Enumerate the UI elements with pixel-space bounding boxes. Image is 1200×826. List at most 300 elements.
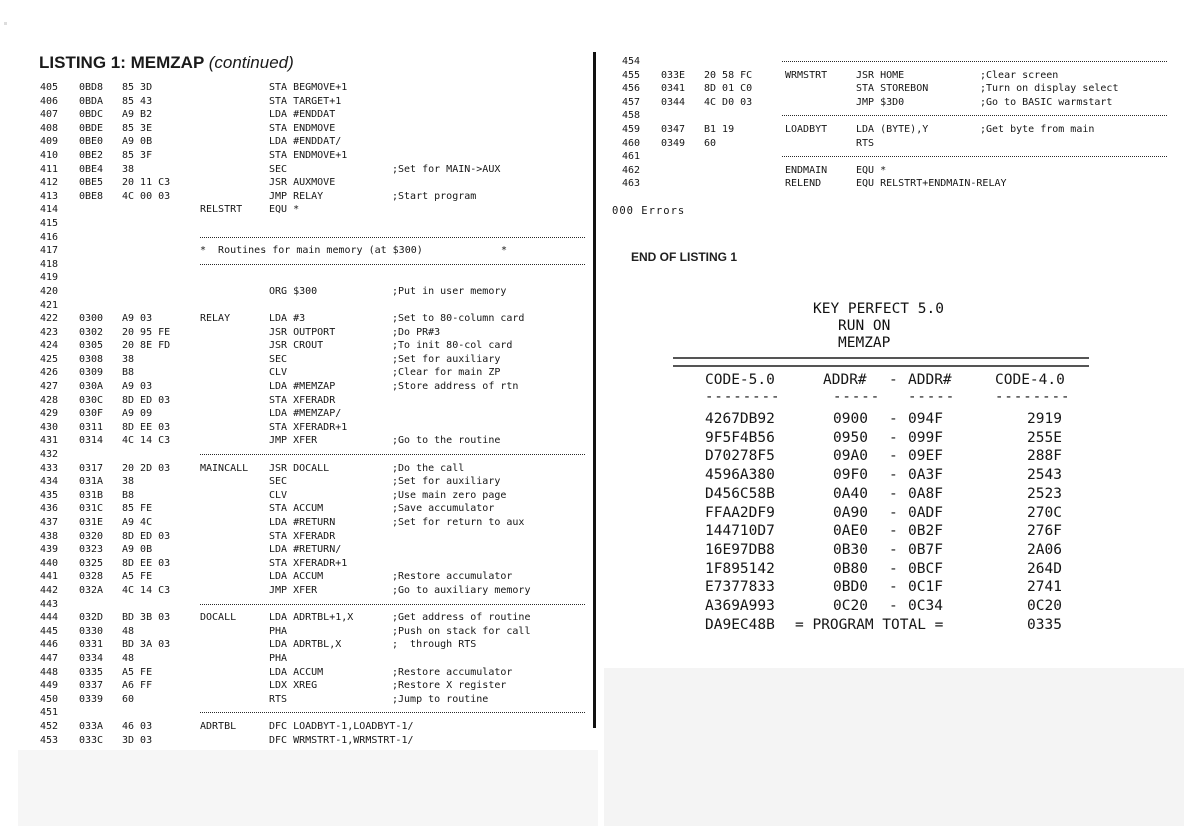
line-number: 463 xyxy=(622,178,641,190)
line-number: 406 xyxy=(40,95,59,107)
address: 0328 xyxy=(79,571,104,583)
object-bytes: 85 3E xyxy=(122,122,153,134)
code-line xyxy=(40,394,585,408)
line-number: 442 xyxy=(40,584,59,596)
comment: ;Restore accumulator xyxy=(392,666,513,678)
separator-rule xyxy=(200,237,585,238)
instruction: JSR DOCALL xyxy=(269,462,330,474)
address: 030F xyxy=(79,408,104,420)
line-number: 415 xyxy=(40,217,59,229)
address-from: 0950 xyxy=(833,429,868,446)
key-perfect-title: KEY PERFECT 5.0 xyxy=(813,301,944,317)
comment: ;Get address of routine xyxy=(392,612,531,624)
label: RELEND xyxy=(785,178,822,190)
address: 030C xyxy=(79,394,104,406)
range-dash: - xyxy=(889,448,898,465)
line-number: 458 xyxy=(622,110,641,122)
object-bytes: 48 xyxy=(122,652,135,664)
key-perfect-row xyxy=(0,523,1200,543)
object-bytes: A9 03 xyxy=(122,313,153,325)
range-dash: - xyxy=(889,467,898,484)
address: 0314 xyxy=(79,435,104,447)
comment: ;Set to 80-column card xyxy=(392,313,525,325)
instruction: SEC xyxy=(269,353,288,365)
address: 0300 xyxy=(79,313,104,325)
comment: ;Turn on display select xyxy=(980,83,1119,95)
range-dash: - xyxy=(889,504,898,521)
range-dash: - xyxy=(889,411,898,427)
instruction: JMP XFER xyxy=(269,584,318,596)
comment: ;Get byte from main xyxy=(980,123,1095,135)
range-dash: - xyxy=(889,598,898,614)
instruction: LDA #RETURN/ xyxy=(269,544,342,556)
address: 0339 xyxy=(79,693,104,705)
address: 0BDA xyxy=(79,95,104,107)
code-line xyxy=(40,380,585,394)
address-to: 094F xyxy=(908,411,943,427)
code-line xyxy=(40,203,585,217)
instruction: RTS xyxy=(856,137,875,149)
instruction: PHA xyxy=(269,652,288,664)
comment: ;Set for return to aux xyxy=(392,517,525,528)
object-bytes: A9 B2 xyxy=(122,109,153,121)
code-line xyxy=(40,353,585,367)
total-label: = PROGRAM TOTAL = xyxy=(795,616,944,633)
instruction: LDA #ENDDAT/ xyxy=(269,136,342,148)
label: RELSTRT xyxy=(200,204,243,216)
line-number: 459 xyxy=(622,123,641,135)
line-number: 446 xyxy=(40,639,59,651)
line-number: 456 xyxy=(622,83,641,95)
instruction: LDA ADRTBL,X xyxy=(269,639,342,651)
address-from: 0C20 xyxy=(833,598,868,614)
line-number: 462 xyxy=(622,164,641,176)
line-number: 452 xyxy=(40,720,59,732)
instruction: JMP XFER xyxy=(269,435,318,447)
address-to: 0A3F xyxy=(908,467,943,484)
instruction: LDA #3 xyxy=(269,313,306,325)
code-line xyxy=(40,720,585,734)
code-line xyxy=(622,109,1182,123)
instruction: JSR AUXMOVE xyxy=(269,177,336,189)
code-line xyxy=(40,122,585,136)
checksum-code4: 2A06 xyxy=(1027,541,1062,558)
comment: ;Restore X register xyxy=(392,680,507,692)
line-number: 445 xyxy=(40,625,59,637)
line-number: 411 xyxy=(40,163,59,175)
code-line xyxy=(622,82,1182,96)
instruction: LDA ACCUM xyxy=(269,571,324,583)
code-line xyxy=(40,108,585,122)
code-line xyxy=(40,149,585,163)
address: 0BD8 xyxy=(79,82,104,93)
code-line xyxy=(622,123,1182,137)
instruction: STA TARGET+1 xyxy=(269,95,342,107)
address-from: 09F0 xyxy=(833,467,868,484)
comment: ;Jump to routine xyxy=(392,693,489,705)
key-perfect-row xyxy=(0,561,1200,581)
checksum-code4: 2919 xyxy=(1027,411,1062,427)
total-code4: 0335 xyxy=(1027,616,1062,633)
header-dash: - xyxy=(889,372,898,388)
address: 0347 xyxy=(661,123,686,135)
instruction: STA ACCUM xyxy=(269,503,324,515)
comment: ;To init 80-col card xyxy=(392,340,513,352)
key-perfect-total-row xyxy=(0,617,1200,637)
key-perfect-row xyxy=(0,598,1200,618)
address: 033C xyxy=(79,734,104,746)
instruction: SEC xyxy=(269,163,288,175)
object-bytes: 8D ED 03 xyxy=(122,394,171,406)
checksum-code5: 9F5F4B56 xyxy=(705,429,775,446)
comment: ;Push on stack for call xyxy=(392,625,531,637)
object-bytes: A9 0B xyxy=(122,544,153,556)
header-addr-to: ADDR# xyxy=(908,372,952,388)
address-to: 0A8F xyxy=(908,485,943,502)
scan-speck xyxy=(4,22,7,25)
instruction: EQU * xyxy=(269,204,300,216)
line-number: 425 xyxy=(40,353,59,365)
object-bytes: 85 3F xyxy=(122,149,153,161)
label: RELAY xyxy=(200,313,231,325)
address: 0337 xyxy=(79,680,104,692)
dash-code4: -------- xyxy=(995,389,1071,405)
address-to: 0ADF xyxy=(908,504,943,521)
line-number: 448 xyxy=(40,666,59,678)
address-from: 0A40 xyxy=(833,485,868,502)
code-line xyxy=(40,231,585,245)
code-line xyxy=(40,312,585,326)
code-line xyxy=(622,55,1182,69)
listing-title xyxy=(39,53,294,73)
code-line xyxy=(40,163,585,177)
code-line xyxy=(40,81,585,95)
address: 030A xyxy=(79,381,104,393)
object-bytes: 4C 14 C3 xyxy=(122,435,171,447)
line-number: 436 xyxy=(40,503,59,515)
line-number: 419 xyxy=(40,272,59,284)
separator-rule xyxy=(200,712,585,713)
instruction: STA XFERADR xyxy=(269,394,336,406)
address: 031E xyxy=(79,517,104,528)
checksum-code5: D70278F5 xyxy=(705,448,775,465)
line-number: 447 xyxy=(40,652,59,664)
address: 0330 xyxy=(79,625,104,637)
key-perfect-row xyxy=(0,448,1200,468)
line-number: 421 xyxy=(40,299,59,311)
line-number: 439 xyxy=(40,544,59,556)
address: 031B xyxy=(79,489,104,501)
address: 0320 xyxy=(79,530,104,542)
address-to: 0B2F xyxy=(908,523,943,540)
comment: ;Set for MAIN->AUX xyxy=(392,163,501,175)
header-addr-from: ADDR# xyxy=(823,372,867,388)
checksum-code5: 4267DB92 xyxy=(705,411,775,427)
checksum-code4: 264D xyxy=(1027,560,1062,577)
object-bytes: 20 58 FC xyxy=(704,69,753,81)
key-perfect-double-rule xyxy=(673,357,1089,367)
object-bytes: 38 xyxy=(122,476,135,488)
object-bytes: A5 FE xyxy=(122,571,153,583)
code-line xyxy=(622,177,1182,191)
checksum-code4: 270C xyxy=(1027,504,1062,521)
address-to: 0C1F xyxy=(908,579,943,596)
address-to: 0C34 xyxy=(908,598,943,614)
object-bytes: 8D 01 C0 xyxy=(704,83,753,95)
line-number: 460 xyxy=(622,137,641,149)
instruction: DFC LOADBYT-1,LOADBYT-1/ xyxy=(269,720,414,732)
address-from: 09A0 xyxy=(833,448,868,465)
instruction: SEC xyxy=(269,476,288,488)
object-bytes: B8 xyxy=(122,367,135,379)
code-line xyxy=(40,679,585,693)
range-dash: - xyxy=(889,579,898,596)
address: 0309 xyxy=(79,367,104,379)
line-number: 434 xyxy=(40,476,59,488)
key-perfect-row xyxy=(0,467,1200,487)
object-bytes: 20 8E FD xyxy=(122,340,171,352)
checksum-code5: 16E97DB8 xyxy=(705,541,775,558)
address-from: 0BD0 xyxy=(833,579,868,596)
instruction: JSR OUTPORT xyxy=(269,326,336,338)
line-number: 443 xyxy=(40,598,59,610)
instruction: LDA ADRTBL+1,X xyxy=(269,612,354,624)
key-perfect-row xyxy=(0,579,1200,599)
object-bytes: B1 19 xyxy=(704,123,735,135)
instruction: LDA #RETURN xyxy=(269,517,336,528)
checksum-code5: 4596A380 xyxy=(705,467,775,484)
line-number: 449 xyxy=(40,680,59,692)
address-from: 0A90 xyxy=(833,504,868,521)
object-bytes: 20 2D 03 xyxy=(122,462,171,474)
comment: ;Do the call xyxy=(392,462,465,474)
address: 032D xyxy=(79,612,104,624)
code-line xyxy=(40,299,585,313)
address: 0323 xyxy=(79,544,104,556)
checksum-code4: 2543 xyxy=(1027,467,1062,484)
key-perfect-header xyxy=(813,301,944,352)
code-line xyxy=(40,638,585,652)
line-number: 418 xyxy=(40,258,59,270)
address: 0BE5 xyxy=(79,177,104,189)
label: LOADBYT xyxy=(785,123,828,135)
code-line xyxy=(40,326,585,340)
address: 0331 xyxy=(79,639,104,651)
instruction: JMP RELAY xyxy=(269,190,324,202)
separator-rule xyxy=(782,156,1167,157)
key-perfect-program: MEMZAP xyxy=(838,335,891,351)
checksum-code5: 1F895142 xyxy=(705,560,775,577)
address: 033A xyxy=(79,720,104,732)
comment: ;Set for auxiliary xyxy=(392,476,501,488)
key-perfect-row xyxy=(0,542,1200,562)
instruction: LDA (BYTE),Y xyxy=(856,123,929,135)
line-number: 416 xyxy=(40,231,59,243)
key-perfect-row xyxy=(0,430,1200,450)
listing-title-continued: (continued) xyxy=(208,53,294,72)
range-dash: - xyxy=(889,541,898,558)
code-line xyxy=(622,96,1182,110)
instruction: JMP $3D0 xyxy=(856,96,905,108)
address: 0BDE xyxy=(79,122,104,134)
code-line xyxy=(622,137,1182,151)
line-number: 438 xyxy=(40,530,59,542)
comment: ;Restore accumulator xyxy=(392,571,513,583)
object-bytes: 46 03 xyxy=(122,720,153,732)
code-line xyxy=(40,734,585,748)
line-number: 423 xyxy=(40,326,59,338)
checksum-code4: 255E xyxy=(1027,429,1062,446)
key-perfect-run-on: RUN ON xyxy=(838,318,891,334)
checksum-code5: 144710D7 xyxy=(705,523,775,540)
key-perfect-row xyxy=(0,505,1200,525)
object-bytes: BD 3A 03 xyxy=(122,639,171,651)
line-number: 412 xyxy=(40,177,59,189)
end-of-listing: END OF LISTING 1 xyxy=(631,250,738,264)
header-code4: CODE-4.0 xyxy=(995,372,1065,388)
line-number: 453 xyxy=(40,734,59,746)
line-number: 429 xyxy=(40,408,59,420)
object-bytes: 8D EE 03 xyxy=(122,557,171,569)
comment: ;Put in user memory xyxy=(392,285,507,297)
address: 0344 xyxy=(661,96,686,108)
checksum-code5: FFAA2DF9 xyxy=(705,504,775,521)
line-number: 422 xyxy=(40,313,59,325)
address-to: 0BCF xyxy=(908,560,943,577)
label: MAINCALL xyxy=(200,462,249,474)
address: 0334 xyxy=(79,652,104,664)
object-bytes: 8D ED 03 xyxy=(122,530,171,542)
instruction: LDA #ENDDAT xyxy=(269,109,336,121)
separator-rule xyxy=(782,115,1167,116)
label: DOCALL xyxy=(200,612,237,624)
address-from: 0B30 xyxy=(833,541,868,558)
address: 0BE0 xyxy=(79,136,104,148)
instruction: EQU RELSTRT+ENDMAIN-RELAY xyxy=(856,178,1007,190)
comment: ;Start program xyxy=(392,190,477,202)
address-to: 0B7F xyxy=(908,541,943,558)
object-bytes: 4C D0 03 xyxy=(704,96,753,108)
line-number: 430 xyxy=(40,421,59,433)
code-line xyxy=(40,666,585,680)
comment: ;Clear for main ZP xyxy=(392,367,501,379)
line-number: 427 xyxy=(40,381,59,393)
object-bytes: A9 0B xyxy=(122,136,153,148)
comment: ;Go to auxiliary memory xyxy=(392,584,531,596)
line-number: 428 xyxy=(40,394,59,406)
instruction: RTS xyxy=(269,693,288,705)
address: 0349 xyxy=(661,137,686,149)
address-to: 09EF xyxy=(908,448,943,465)
line-number: 441 xyxy=(40,571,59,583)
instruction: DFC WRMSTRT-1,WRMSTRT-1/ xyxy=(269,734,414,746)
instruction: LDX XREG xyxy=(269,680,318,692)
comment: ; through RTS xyxy=(392,639,477,651)
object-bytes: 60 xyxy=(704,137,717,149)
checksum-code4: 2523 xyxy=(1027,485,1062,502)
line-number: 405 xyxy=(40,82,59,93)
comment: ;Use main zero page xyxy=(392,489,507,501)
object-bytes: 85 FE xyxy=(122,503,153,515)
address: 032A xyxy=(79,584,104,596)
address: 0325 xyxy=(79,557,104,569)
comment: ;Clear screen xyxy=(980,69,1059,81)
page-shadow-left xyxy=(18,750,598,826)
code-line xyxy=(40,244,585,258)
label: ENDMAIN xyxy=(785,164,828,176)
comment: ;Set for auxiliary xyxy=(392,353,501,365)
object-bytes: A9 09 xyxy=(122,408,153,420)
instruction: STA XFERADR+1 xyxy=(269,557,348,569)
address: 0302 xyxy=(79,326,104,338)
code-line xyxy=(40,693,585,707)
comment: ;Store address of rtn xyxy=(392,381,519,393)
header-code5: CODE-5.0 xyxy=(705,372,775,388)
listing-title-main: LISTING 1: MEMZAP xyxy=(39,53,204,72)
code-line xyxy=(40,339,585,353)
separator-rule xyxy=(200,264,585,265)
object-bytes: 85 43 xyxy=(122,95,153,107)
instruction: CLV xyxy=(269,489,288,501)
object-bytes: 48 xyxy=(122,625,135,637)
range-dash: - xyxy=(889,485,898,502)
object-bytes: 20 95 FE xyxy=(122,326,171,338)
object-bytes: 4C 14 C3 xyxy=(122,584,171,596)
code-line xyxy=(622,69,1182,83)
label: ADRTBL xyxy=(200,720,237,732)
instruction: LDA #MEMZAP xyxy=(269,381,336,393)
checksum-code5: A369A993 xyxy=(705,598,775,614)
line-number: 409 xyxy=(40,136,59,148)
code-line xyxy=(40,190,585,204)
instruction: STA STOREBON xyxy=(856,83,929,95)
line-number: 461 xyxy=(622,151,641,163)
code-line xyxy=(40,652,585,666)
code-line xyxy=(40,271,585,285)
line-number: 457 xyxy=(622,96,641,108)
checksum-code4: 0C20 xyxy=(1027,598,1062,614)
address-from: 0AE0 xyxy=(833,523,868,540)
line-number: 433 xyxy=(40,462,59,474)
address: 031A xyxy=(79,476,104,488)
code-line xyxy=(40,706,585,720)
line-number: 432 xyxy=(40,449,59,461)
object-bytes: 60 xyxy=(122,693,135,705)
line-number: 431 xyxy=(40,435,59,447)
object-bytes: A9 4C xyxy=(122,517,153,528)
address-from: 0900 xyxy=(833,411,868,427)
key-perfect-row xyxy=(0,486,1200,506)
line-number: 410 xyxy=(40,149,59,161)
line-number: 437 xyxy=(40,517,59,528)
address: 0317 xyxy=(79,462,104,474)
address: 0BDC xyxy=(79,109,104,121)
range-dash: - xyxy=(889,523,898,540)
object-bytes: 85 3D xyxy=(122,82,153,93)
address: 0BE8 xyxy=(79,190,104,202)
checksum-code4: 276F xyxy=(1027,523,1062,540)
line-number: 444 xyxy=(40,612,59,624)
checksum-code4: 288F xyxy=(1027,448,1062,465)
page-shadow-right xyxy=(604,668,1184,826)
object-bytes: 38 xyxy=(122,163,135,175)
line-number: 454 xyxy=(622,56,641,67)
address: 0311 xyxy=(79,421,104,433)
address: 0305 xyxy=(79,340,104,352)
object-bytes: A5 FE xyxy=(122,666,153,678)
instruction: STA BEGMOVE+1 xyxy=(269,82,348,93)
line-number: 426 xyxy=(40,367,59,379)
